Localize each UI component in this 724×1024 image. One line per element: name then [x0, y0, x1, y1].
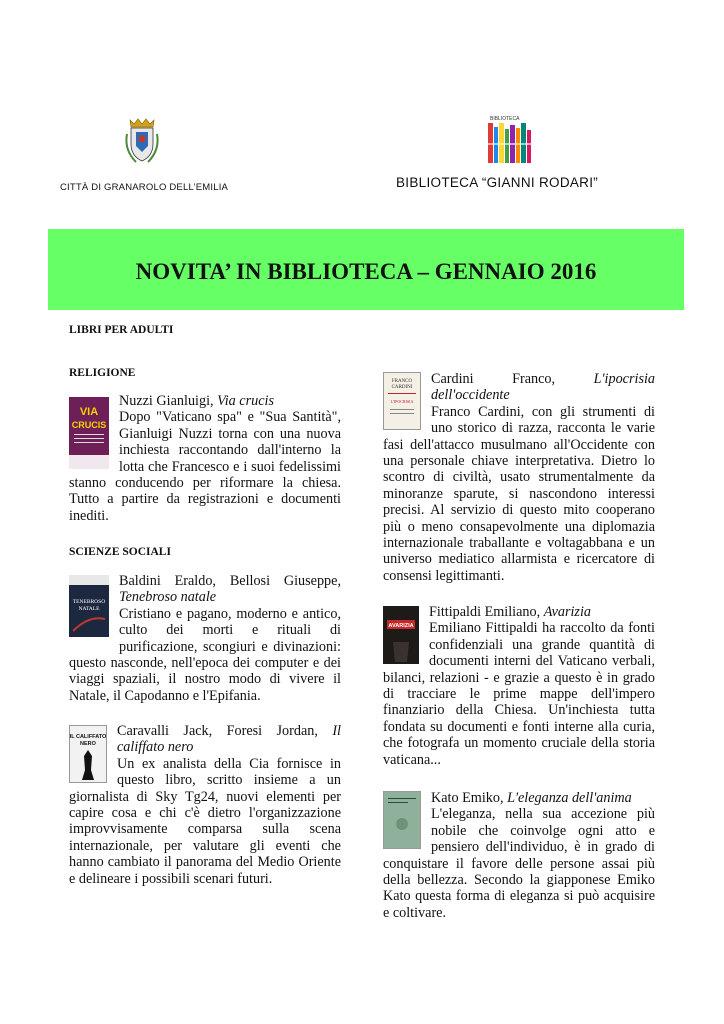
svg-text:TENEBROSO: TENEBROSO	[72, 599, 106, 605]
svg-text:FRANCO: FRANCO	[391, 379, 413, 384]
book-cover-tenebroso-natale	[69, 575, 109, 637]
section-religione: RELIGIONE	[69, 367, 136, 379]
book-description: Franco Cardini, con gli strumenti di uno storico di razza, racconta le varie fasi dell'attacco musulmano all'Occidente con una personale chiave interpretativa. Dietro lo scontro di civiltà, usato strumentalmente da minoranze sparute, si nascondono interessi precisi. Al servizio di questo mito cooperano più o meno consapevolmente una diplomazia internazionale traballante e voltagabbana e un universo mediatico allarmista e ricercatore di consensi legittimanti.	[383, 403, 655, 584]
book-title: L'eleganza dell'anima	[507, 790, 632, 806]
city-name: CITTÀ DI GRANAROLO DELL’EMILIA	[60, 182, 229, 193]
svg-text:BIBLIOTECA: BIBLIOTECA	[490, 116, 520, 122]
book-entry-via-crucis	[69, 393, 341, 524]
book-cover-avarizia	[383, 606, 419, 664]
book-title: Tenebroso natale	[119, 589, 217, 606]
title-banner	[48, 229, 684, 310]
book-description: Dopo "Vaticano spa" e "Sua Santità", Gianluigi Nuzzi torna con una nuova inchiesta raccontando dall'interno la lotta che Francesco e i suoi fedelissimi stanno conducendo per riformare la chiesa. Tutto a partire da registrazioni e documenti inediti.	[69, 409, 341, 524]
page-title: NOVITA’ IN BIBLIOTECA – GENNAIO 2016	[135, 259, 597, 284]
book-description: L'eleganza, nella sua accezione più nobile che coinvolge ogni atto e pensiero dell'individuo, è in grado di conquistare il favore delle persone assai più della bellezza. Secondo la giapponese Emiko Kato questa forma di eleganza si può acquisire e coltivare.	[383, 806, 655, 921]
book-author: Nuzzi Gianluigi,	[119, 393, 218, 409]
svg-text:IL CALIFFATO: IL CALIFFATO	[70, 734, 106, 740]
svg-text:NATALE: NATALE	[78, 606, 100, 612]
book-description: Emiliano Fittipaldi ha raccolto da fonti confidenziali una grande quantità di documenti interni del Vaticano verbali, bilanci, relazioni - e grazie a questo è in grado di tracciare le prime mappe dell'impero finanziario della Chiesa. Un'inchiesta tutta fondata su documenti e fonti interne alla curia, che fotografa un momento cruciale della storia vaticana...	[383, 620, 655, 768]
book-title: L'ipocrisia dell'occidente	[431, 371, 655, 404]
book-entry-avarizia	[383, 604, 655, 768]
audience-heading: LIBRI PER ADULTI	[69, 324, 174, 336]
book-entry-califfato-nero	[69, 723, 341, 887]
book-cover-califfato-nero	[69, 725, 107, 783]
book-description: Un ex analista della Cia fornisce in questo libro, scritto insieme a un giornalista di Sky Tg24, nuovi elementi per capire cosa e chi c'è dietro l'organizzazione improvvisamente comparsa sulla scena internazionale, per valutare gli eventi che hanno cambiato il panorama del Medio Oriente e delineare i possibili scenari futuri.	[69, 755, 341, 887]
library-logo	[486, 114, 532, 164]
book-description: Cristiano e pagano, moderno e antico, culto dei morti e rituali di purificazione, scongiuri e divinazioni: questo nasconde, nell'epoca dei computer e dei viaggi spaziali, il nostro modo di vivere il Natale, il Capodanno e l'Epifania.	[69, 605, 341, 704]
svg-text:VIA: VIA	[79, 406, 99, 418]
book-author: Caravalli Jack, Foresi Jordan,	[117, 723, 333, 739]
book-author: Baldini Eraldo, Bellosi Giuseppe,	[119, 573, 341, 589]
book-author: Kato Emiko,	[431, 790, 508, 806]
book-entry-ipocrisia	[383, 371, 655, 584]
svg-text:CRUCIS: CRUCIS	[71, 420, 107, 430]
book-title: Avarizia	[543, 604, 591, 620]
section-scienze-sociali: SCIENZE SOCIALI	[69, 546, 171, 558]
svg-text:CARDINI: CARDINI	[391, 385, 413, 390]
book-cover-eleganza	[383, 791, 421, 849]
book-cover-ipocrisia	[383, 372, 421, 430]
book-author: Fittipaldi Emiliano,	[429, 604, 544, 620]
library-name: BIBLIOTECA “GIANNI RODARI”	[396, 175, 599, 190]
svg-text:AVARIZIA: AVARIZIA	[388, 623, 414, 629]
svg-text:L'IPOCRISIA: L'IPOCRISIA	[390, 399, 414, 404]
book-author: Cardini Franco,	[431, 371, 594, 387]
book-cover-via-crucis	[69, 397, 109, 469]
book-entry-tenebroso-natale	[69, 573, 341, 704]
book-title: Il califfato nero	[117, 723, 341, 756]
svg-text:NERO: NERO	[80, 741, 96, 747]
city-coat-of-arms	[122, 116, 162, 166]
book-entry-eleganza	[383, 790, 655, 921]
book-title: Via crucis	[217, 393, 274, 409]
